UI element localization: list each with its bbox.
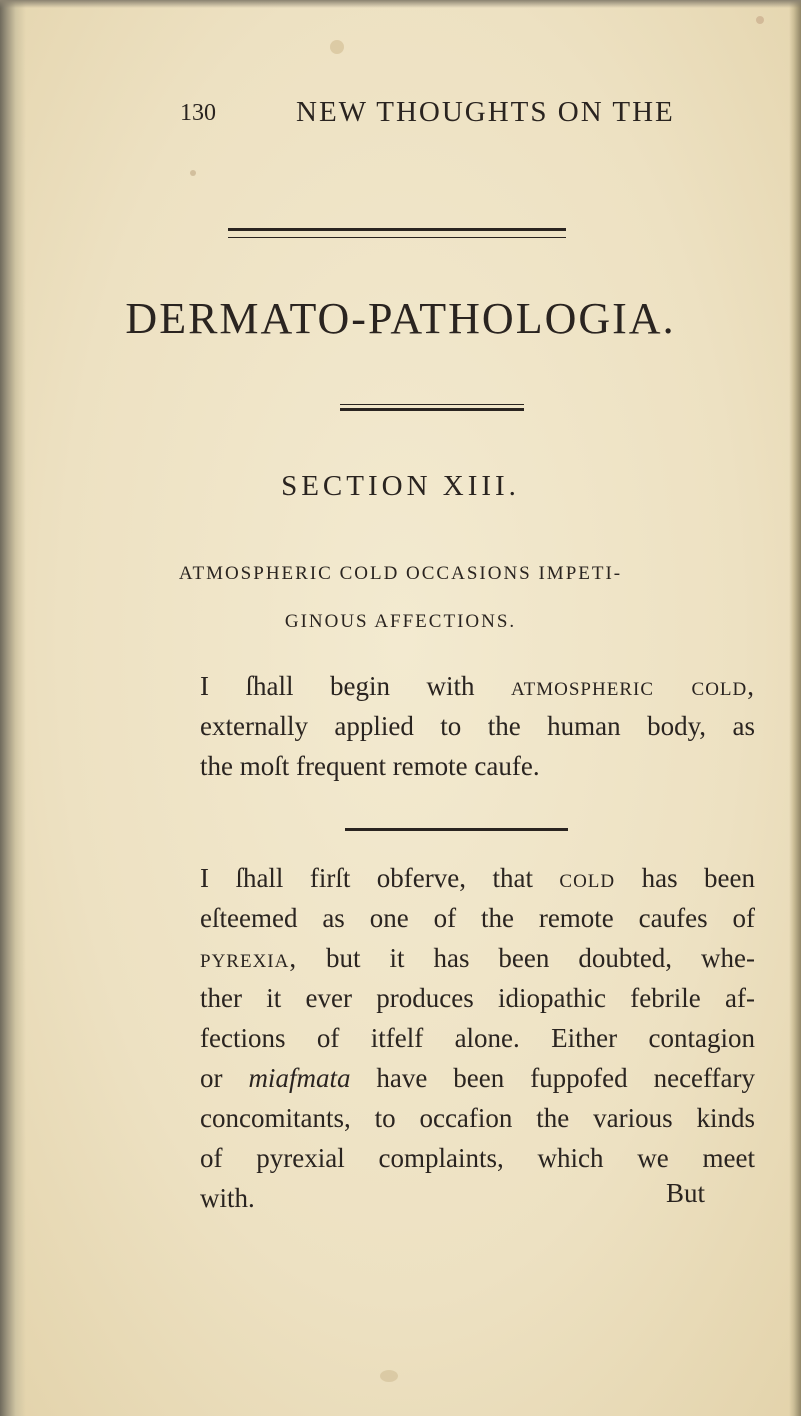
text-line: with. bbox=[200, 1183, 255, 1213]
double-rule-thin bbox=[228, 237, 566, 238]
section-label: SECTION XIII. bbox=[281, 470, 520, 502]
page-spine-shadow bbox=[0, 0, 26, 1416]
text-line: concomitants, to occafion the various kinds bbox=[200, 1103, 755, 1133]
paragraph-1 bbox=[200, 666, 755, 786]
text-line: of pyrexial complaints, which we meet bbox=[200, 1143, 755, 1173]
small-caps-term: atmospheric cold, bbox=[511, 671, 755, 701]
text-run: or bbox=[200, 1063, 223, 1093]
paragraph-separator-rule bbox=[345, 828, 568, 831]
foxing-spot bbox=[756, 16, 764, 24]
italic-term: miafmata bbox=[248, 1063, 351, 1093]
page-top-edge bbox=[0, 0, 801, 8]
text-line: the moſt frequent remote caufe. bbox=[200, 751, 540, 781]
small-caps-term: cold bbox=[559, 863, 616, 893]
section-heading-line-2: GINOUS AFFECTIONS. bbox=[284, 611, 517, 632]
text-line: eſteemed as one of the remote caufes of bbox=[200, 903, 755, 933]
text-run: have been fuppofed neceffary bbox=[376, 1063, 756, 1093]
page-right-edge bbox=[789, 0, 801, 1416]
text-line bbox=[200, 666, 755, 706]
page-number: 130 bbox=[180, 100, 216, 126]
text-line bbox=[200, 858, 755, 898]
double-rule-thick bbox=[228, 228, 566, 231]
foxing-spot bbox=[190, 170, 196, 176]
foxing-spot bbox=[330, 40, 344, 54]
text-line: fections of itfelf alone. Either contagion bbox=[200, 1023, 755, 1053]
text-run: has been bbox=[641, 863, 756, 893]
text-line bbox=[200, 1058, 755, 1098]
running-head bbox=[0, 96, 801, 136]
title-rule-thick bbox=[340, 408, 524, 411]
catchword: But bbox=[666, 1178, 706, 1208]
title-rule-thin bbox=[340, 404, 524, 405]
paragraph-2 bbox=[200, 858, 755, 1218]
small-caps-term: pyrexia, bbox=[200, 943, 298, 973]
chapter-title: DERMATO-PATHOLOGIA. bbox=[125, 294, 676, 343]
running-title: NEW THOUGHTS ON THE bbox=[296, 96, 675, 128]
text-line: ther it ever produces idiopathic febrile af- bbox=[200, 983, 755, 1013]
text-run: I ſhall begin with bbox=[200, 671, 475, 701]
text-line bbox=[200, 938, 755, 978]
foxing-spot bbox=[380, 1370, 398, 1382]
text-run: I ſhall firſt obferve, that bbox=[200, 863, 533, 893]
section-heading-line-1: ATMOSPHERIC COLD OCCASIONS IMPETI- bbox=[178, 563, 623, 584]
text-run: but it has been doubted, whe- bbox=[326, 943, 755, 973]
text-line: externally applied to the human body, as bbox=[200, 711, 755, 741]
